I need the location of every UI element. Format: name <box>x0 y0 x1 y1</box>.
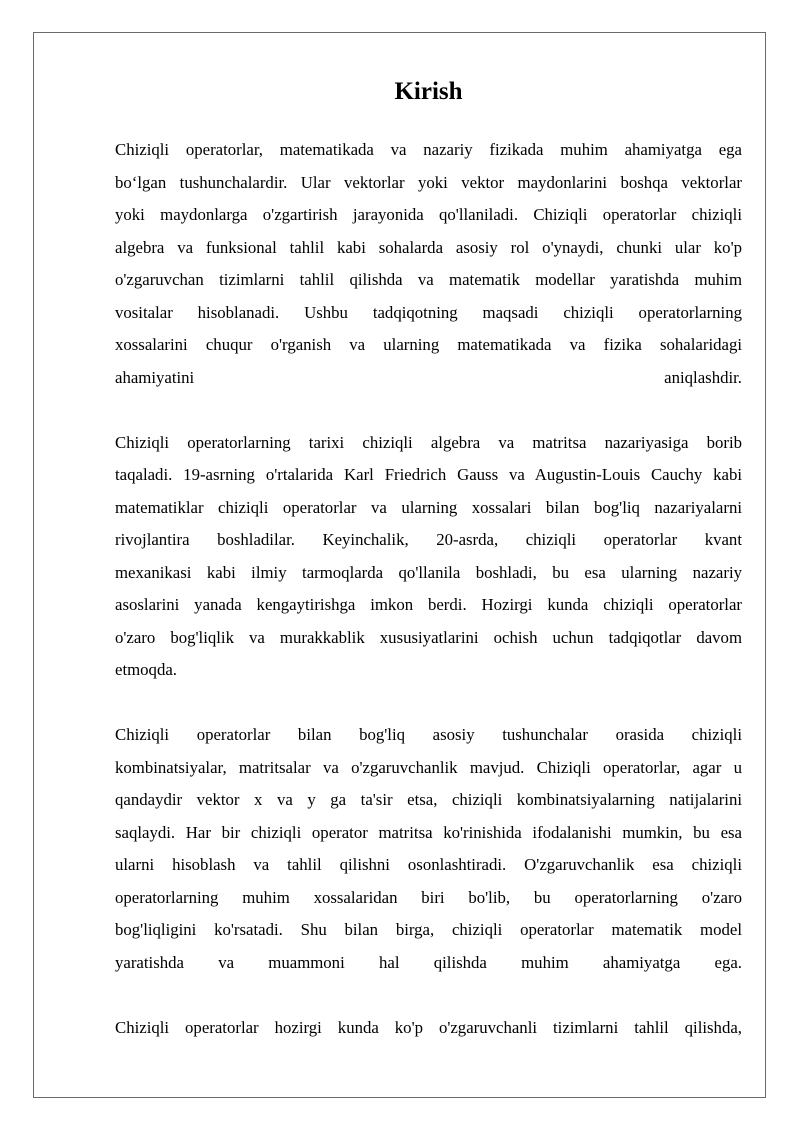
text-line: o'zgaruvchan tizimlarni tahlil qilishda va matematik modellar yaratishda muhim <box>115 270 742 289</box>
text-line: bog'liqligini ko'rsatadi. Shu bilan birga, chiziqli operatorlar matematik model <box>115 920 742 939</box>
text-line: yaratishda va muammoni hal qilishda muhim ahamiyatga ega. <box>115 952 742 972</box>
text-line: yoki maydonlarga o'zgartirish jarayonida qo'llaniladi. Chiziqli operatorlar chiziqli <box>115 205 742 224</box>
text-line: matematiklar chiziqli operatorlar va ularning xossalari bilan bog'liq nazariyalarni <box>115 497 742 517</box>
text-line: vositalar hisoblanadi. Ushbu tadqiqotning maqsadi chiziqli operatorlarning <box>115 302 742 322</box>
text-line: Chiziqli operatorlar, matematikada va nazariy fizikada muhim ahamiyatga ega <box>115 140 742 159</box>
text-line: ahamiyatini aniqlashdir. <box>115 367 742 387</box>
text-line: Chiziqli operatorlar hozirgi kunda ko'p o'zgaruvchanli tizimlarni tahlil qilishda, <box>115 1017 742 1037</box>
document-body <box>115 72 742 1044</box>
text-line: operatorlarning muhim xossalaridan biri bo'lib, bu operatorlarning o'zaro <box>115 887 742 907</box>
text-line: rivojlantira boshladilar. Keyinchalik, 20-asrda, chiziqli operatorlar kvant <box>115 530 742 549</box>
text-line: algebra va funksional tahlil kabi sohalarda asosiy rol o'ynaydi, chunki ular ko'p <box>115 237 742 257</box>
text-line: o'zaro bog'liqlik va murakkablik xususiyatlarini ochish uchun tadqiqotlar davom <box>115 627 742 647</box>
text-line: Chiziqli operatorlarning tarixi chiziqli algebra va matritsa nazariyasiga borib <box>115 432 742 452</box>
paragraph <box>115 427 742 687</box>
text-line: asoslarini yanada kengaytirishga imkon berdi. Hozirgi kunda chiziqli operatorlar <box>115 595 742 614</box>
text-line: xossalarini chuqur o'rganish va ularning matematikada va fizika sohalaridagi <box>115 335 742 354</box>
paragraph-gap <box>115 687 742 720</box>
text-line: etmoqda. <box>115 660 177 679</box>
text-line: ularni hisoblash va tahlil qilishni osonlashtiradi. O'zgaruvchanlik esa chiziqli <box>115 855 742 874</box>
document-title: Kirish <box>394 78 463 105</box>
text-line: kombinatsiyalar, matritsalar va o'zgaruvchanlik mavjud. Chiziqli operatorlar, agar u <box>115 757 742 777</box>
text-line: taqaladi. 19-asrning o'rtalarida Karl Friedrich Gauss va Augustin-Louis Cauchy kabi <box>115 465 742 484</box>
paragraph-gap <box>115 394 742 427</box>
text-line: Chiziqli operatorlar bilan bog'liq asosiy tushunchalar orasida chiziqli <box>115 725 742 744</box>
paragraph <box>115 1012 742 1045</box>
paragraph <box>115 719 742 979</box>
paragraph <box>115 134 742 394</box>
text-line: mexanikasi kabi ilmiy tarmoqlarda qo'llanila boshladi, bu esa ularning nazariy <box>115 562 742 582</box>
paragraph-gap <box>115 979 742 1012</box>
text-line: qandaydir vektor x va y ga ta'sir etsa, chiziqli kombinatsiyalarning natijalarini <box>115 790 742 809</box>
text-line: saqlaydi. Har bir chiziqli operator matritsa ko'rinishida ifodalanishi mumkin, bu esa <box>115 822 742 842</box>
text-line: bo‘lgan tushunchalardir. Ular vektorlar yoki vektor maydonlarini boshqa vektorlar <box>115 172 742 192</box>
paragraph-container <box>115 134 742 1044</box>
